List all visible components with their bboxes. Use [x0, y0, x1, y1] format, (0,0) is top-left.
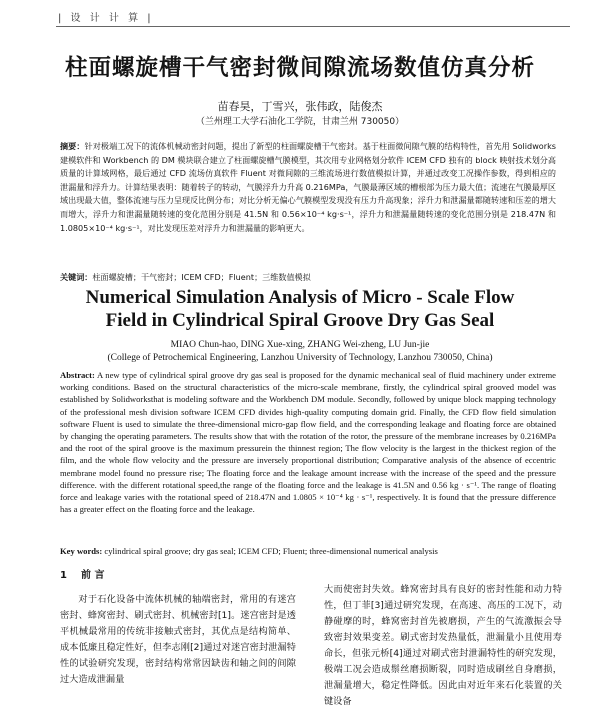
english-authors: MIAO Chun-hao, DING Xue-xing, ZHANG Wei-zheng, LU Jun-jie: [170, 340, 430, 350]
english-title: [0, 286, 600, 332]
english-title-line-1: Numerical Simulation Analysis of Micro - Scale Flow: [85, 287, 515, 308]
english-title-line-2: Field in Cylindrical Spiral Groove Dry Gas Seal: [105, 310, 495, 331]
section-title: 前 言: [80, 570, 105, 581]
body-column-right: [324, 582, 562, 707]
section-heading: [60, 568, 296, 584]
english-affiliation: (College of Petrochemical Engineering, Lanzhou University of Technology, Lanzhou 730050, China): [107, 353, 493, 363]
chinese-abstract: [60, 140, 556, 235]
section-number: 1: [60, 570, 67, 581]
body-column-left: [60, 568, 296, 685]
english-keywords-text: cylindrical spiral groove; dry gas seal; ICEM CFD; Fluent; three-dimensional numerical analysis: [104, 546, 438, 556]
chinese-keywords-label: 关键词：: [60, 272, 93, 282]
chinese-keywords: [60, 271, 556, 284]
english-abstract: [60, 369, 556, 515]
body-paragraph-left: 对于石化设备中流体机械的轴端密封，常用的有迷宫密封、蜂窝密封、刷式密封、机械密封[1]。迷宫密封是透平机械最常用的传统非接触式密封，其优点是结构简单、成本低廉且稳定性好，但李志刚[2]通过对迷宫密封泄漏特性的试验研究发现，密封结构常常因缺齿和轴之间的间隙过大造成泄漏量: [60, 594, 296, 685]
chinese-affiliation: （兰州理工大学石油化工学院，甘肃兰州 730050）: [195, 117, 405, 127]
english-abstract-text: A new type of cylindrical spiral groove dry gas seal is proposed for the dynamic mechanical seal of fluid machinery under extreme working conditions. Based on the structural characteristics of the micro-scale membrane, firstly, the cylindrical spiral grooved model was established by Solidworksthat is modeling software and the Workbench DM module. Secondly, followed by unique block mapping technology of the professional mesh division software ICEM CFD divides high-quality computing domain grid. Finally, the CFD flow field simulation software Fluent is used to simulate the three-dimensional micro-gap flow field, and the corresponding leakage and floating force are obtained by changing the operating parameters. The results show that with the rotation of the rotor, the pressure of the membrane increases by 0.216MPa and the root of the spiral groove is the maximum pressurein the thinnest region; The flow velocity is the largest in the thickest region of the film, and the whole flow velocity and the pressure are inversely proportional distribution; Comparative analysis of the absence of eccentric membrane model found no pressure rise; The floating force and the leakage amount increase with the increase of the speed and the pressure difference. with the different rotational speed,the range of the floating force and the leakage is 41.5N and 0.56 kg · s⁻¹. The range of floating force and leakage varies with the rotational speed of 218.47N and 1.0805 × 10⁻⁴ kg · s⁻¹, respectively. It is found that the pressure difference has a greater effect on the floating force and the leakage.: [60, 370, 556, 515]
english-keywords-label: Key words:: [60, 546, 103, 556]
english-abstract-label: Abstract:: [60, 370, 95, 380]
header-divider: [56, 26, 570, 27]
chinese-abstract-text: 针对极端工况下的流体机械动密封问题，提出了新型的柱面螺旋槽干气密封。基于柱面微间隙气膜的结构特性，首先用 Solidworks 建模软件和 Workbench 的 DM 模块联合建立了柱面螺旋槽气膜模型，其次用专业网格划分软件 ICEM CFD 独有的 block 映射技术划分高质量的计算域网格，最后通过 CFD 流场仿真软件 Fluent 对微间隙的三维流场进行数值模拟计算，并通过改变工况操作参数，得到相应的泄漏量和浮升力。计算结果表明：随着转子的转动，气膜浮升力升高 0.216MPa，气膜最薄区域的槽根部为压力最大值；流速在气膜最厚区域出现最大值，整体流速与压力呈现反比例分布；对比分析无偏心气膜模型发现没有压力升高现象；浮升力和泄漏量都随转速和压差的增大而增大，浮升力和泄漏量随转速的变化范围分别是 41.5N 和 0.56×10⁻⁴ kg·s⁻¹，浮升力和泄漏量随转速的变化范围分别是 218.47N 和 1.0805×10⁻⁴ kg·s⁻¹，对比发现压差对浮升力和泄漏量的影响更大。: [60, 141, 556, 233]
chinese-title: 柱面螺旋槽干气密封微间隙流场数值仿真分析: [64, 55, 535, 81]
body-paragraph-right: 大而使密封失效。蜂窝密封具有良好的密封性能和动力特性，但丁菲[3]通过研究发现，在高速、高压的工况下，动静碰摩的时，蜂窝密封首先被磨损，产生的气流激振会导致密封效果变差。刷式密封发热量低，泄漏量小且使用寿命长，但张元桥[4]通过对刷式密封泄漏特性的研究发现，极端工况会造成鬃丝磨损断裂，同时造成刷丝自身磨损，泄漏量增大，稳定性降低。因此由对近年来石化装置的关键设备: [324, 584, 562, 707]
english-keywords: [60, 545, 556, 557]
section-tag: | 设 计 计 算 |: [58, 13, 154, 24]
chinese-keywords-text: 柱面螺旋槽；干气密封；ICEM CFD；Fluent；三维数值模拟: [92, 272, 311, 282]
chinese-authors: 苗春昊，丁雪兴，张伟政，陆俊杰: [217, 100, 383, 113]
chinese-abstract-label: 摘要：: [60, 141, 85, 151]
